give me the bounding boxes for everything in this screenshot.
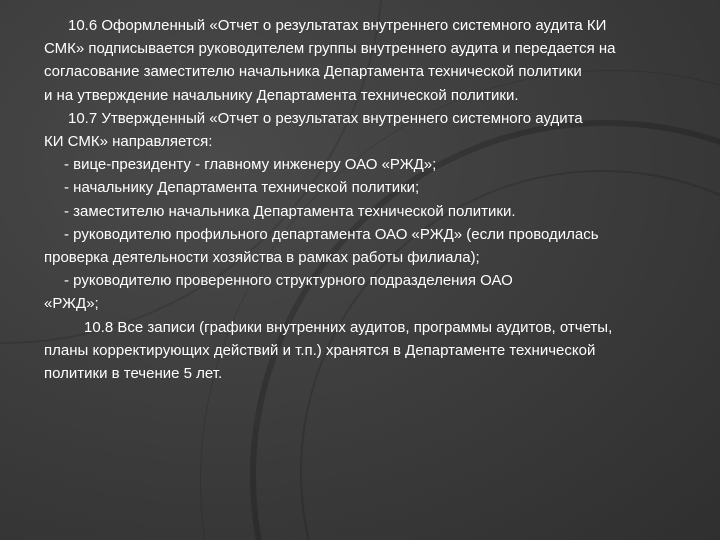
paragraph-10-6-line-3: согласование заместителю начальника Департамента технической политики	[44, 63, 582, 81]
paragraph-10-8-line-1: 10.8 Все записи (графики внутренних аудитов, программы аудитов, отчеты,	[84, 318, 613, 336]
paragraph-10-8-line-3: политики в течение 5 лет.	[44, 365, 223, 383]
list-item-deputy-head: - заместителю начальника Департамента технической политики.	[64, 202, 516, 220]
paragraph-10-8-line-2: планы корректирующих действий и т.п.) хранятся в Департаменте технической	[44, 341, 596, 359]
list-item-structural-unit-line-2: «РЖД»;	[44, 295, 99, 313]
slide-body-text	[44, 14, 684, 385]
list-item-vice-president: - вице-президенту - главному инженеру ОАО «РЖД»;	[64, 156, 437, 174]
list-item-structural-unit-line-1: - руководителю проверенного структурного подразделения ОАО	[64, 272, 513, 290]
paragraph-10-7-line-1: 10.7 Утвержденный «Отчет о результатах внутреннего системного аудита	[68, 109, 583, 127]
list-item-profile-department-line-2: проверка деятельности хозяйства в рамках работы филиала);	[44, 249, 480, 267]
paragraph-10-6-line-4: и на утверждение начальнику Департамента технической политики.	[44, 86, 519, 104]
list-item-profile-department-line-1: - руководителю профильного департамента ОАО «РЖД» (если проводилась	[64, 225, 599, 243]
list-item-department-head: - начальнику Департамента технической политики;	[64, 179, 420, 197]
paragraph-10-6-line-1: 10.6 Оформленный «Отчет о результатах внутреннего системного аудита КИ	[68, 17, 607, 34]
paragraph-10-7-line-2: КИ СМК» направляется:	[44, 133, 213, 151]
paragraph-10-6-line-2: СМК» подписывается руководителем группы внутреннего аудита и передается на	[44, 40, 616, 58]
